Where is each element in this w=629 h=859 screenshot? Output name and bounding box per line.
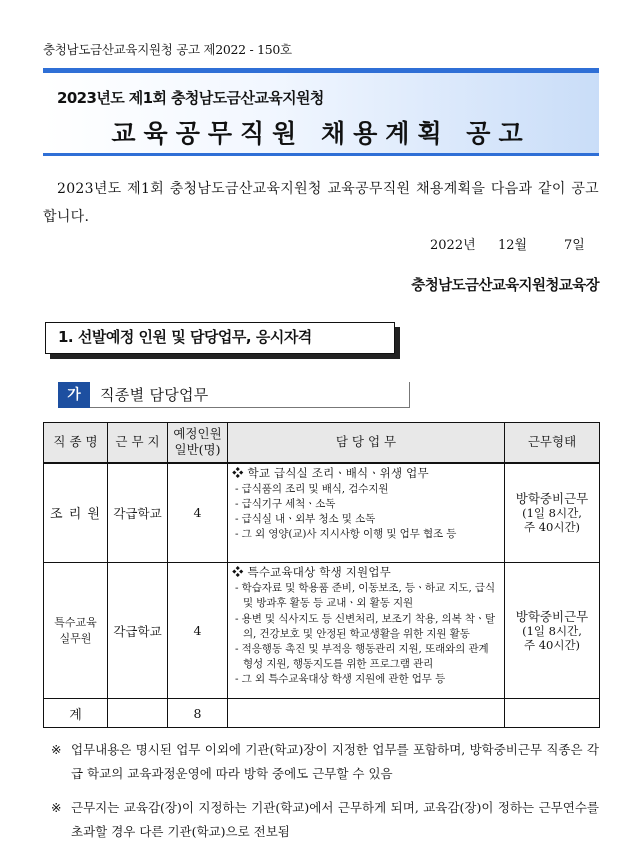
total-empty-cell: [108, 699, 168, 728]
cell-work-type: 방학중비근무 (1일 8시간, 주 40시간): [505, 463, 600, 563]
date-month: 12월: [498, 238, 528, 253]
subsection-label: 직종별 담당업무: [100, 386, 209, 404]
cell-work-type: 방학중비근무 (1일 8시간, 주 40시간): [505, 563, 600, 699]
title-subtitle: 2023년도 제1회 충청남도금산교육지원청: [57, 89, 324, 107]
total-label: 계: [44, 699, 108, 728]
section-heading: 1. 선발예정 인원 및 담당업무, 응시자격: [45, 322, 395, 354]
total-count: 8: [168, 699, 228, 728]
table-row: [44, 463, 600, 563]
header-count: 예정인원 일반(명): [168, 423, 228, 463]
cell-duties: [228, 563, 505, 699]
note-mark: ※: [51, 800, 62, 815]
duty-item: - 학습자료 및 학용품 준비, 이동보조, 등ㆍ하교 지도, 급식 및 방과후 활동 등 교내ㆍ외 활동 지원: [235, 582, 496, 610]
duty-item: - 급식기구 세척ㆍ소독: [235, 497, 336, 510]
duty-title: ❖ 특수교육대상 학생 지원업무: [232, 565, 391, 579]
intro-paragraph: [43, 175, 599, 231]
total-empty-cell: [228, 699, 505, 728]
header-work-type: 근무형태: [505, 423, 600, 463]
subsection-heading: [58, 382, 410, 408]
subsection-badge: 가: [58, 382, 90, 408]
duty-item: - 용변 및 식사지도 등 신변처리, 보조기 착용, 의복 착ㆍ탈의, 건강보호 및 안정된 학교생활을 위한 지원 활동: [235, 612, 496, 640]
cell-count: 4: [168, 563, 228, 699]
intro-text: 2023년도 제1회 충청남도금산교육지원청 교육공무직원 채용계획을 다음과 같이 공고합니다.: [43, 181, 599, 225]
header-duties: 담 당 업 무: [228, 423, 505, 463]
table-total-row: [44, 699, 600, 728]
note-text: 근무지는 교육감(장)이 지정하는 기관(학교)에서 근무하게 되며, 교육감(장)이 정하는 근무연수를 초과할 경우 다른 기관(학교)으로 전보됨: [71, 800, 599, 839]
note-item: [43, 796, 599, 844]
table-row: [44, 563, 600, 699]
page-title: 교육공무직원 채용계획 공고: [111, 119, 531, 148]
note-item: [43, 738, 599, 786]
table-header-row: [44, 423, 600, 463]
title-banner: [43, 68, 599, 156]
duty-item: - 그 외 특수교육대상 학생 지원에 관한 업무 등: [235, 673, 446, 686]
cell-duties: [228, 463, 505, 563]
date-day: 7일: [564, 238, 585, 253]
note-text: 업무내용은 명시된 업무 이외에 기관(학교)장이 지정한 업무를 포함하며, 방학중비근무 직종은 각급 학교의 교육과정운영에 따라 방학 중에도 근무할 수 있음: [71, 742, 599, 781]
notes: [43, 738, 599, 854]
duty-item: - 적응행동 촉진 및 부적응 행동관리 지원, 또래와의 관계 형성 지원, 행동지도를 위한 프로그램 관리: [235, 643, 489, 671]
duty-item: - 급식품의 조리 및 배식, 검수지원: [235, 482, 389, 495]
cell-count: 4: [168, 463, 228, 563]
cell-job: 조 리 원: [44, 463, 108, 563]
duty-item: - 급식실 내ㆍ외부 청소 및 소독: [235, 513, 376, 526]
cell-job: 특수교육 실무원: [44, 563, 108, 699]
duties-table: [43, 422, 600, 728]
duty-item: - 그 외 영양(교)사 지시사항 이행 및 업무 협조 등: [235, 528, 457, 541]
document-number: 충청남도금산교육지원청 공고 제2022 - 150호: [43, 42, 292, 57]
header-job: 직 종 명: [44, 423, 108, 463]
signer: 충청남도금산교육지원청교육장: [411, 278, 599, 294]
note-mark: ※: [51, 742, 62, 757]
duty-title: ❖ 학교 급식실 조리ㆍ배식ㆍ위생 업무: [232, 465, 429, 480]
cell-location: 각급학교: [108, 463, 168, 563]
total-empty-cell: [505, 699, 600, 728]
cell-location: 각급학교: [108, 563, 168, 699]
header-location: 근 무 지: [108, 423, 168, 463]
date-year: 2022년: [430, 238, 476, 253]
